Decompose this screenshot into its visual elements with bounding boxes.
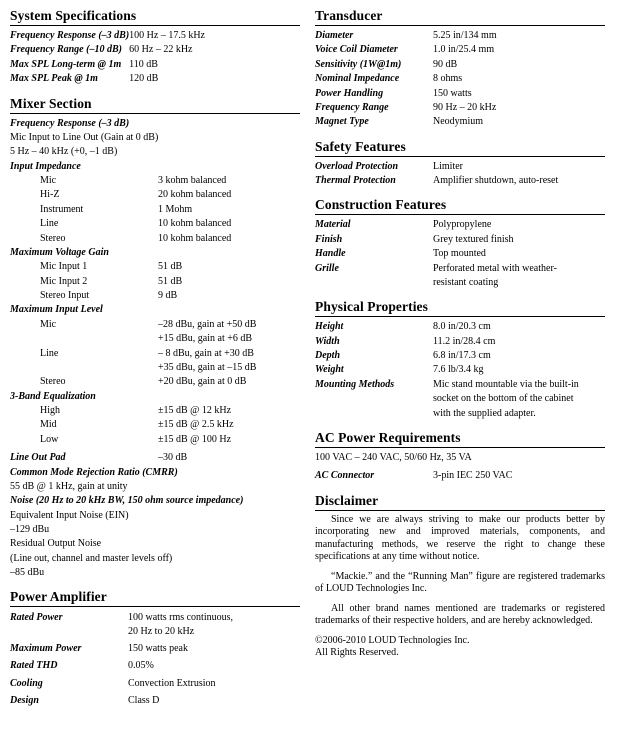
- spec-label: Mounting Methods: [315, 378, 395, 390]
- table-row: [10, 656, 300, 673]
- spec-value: 1.0 in/25.4 mm: [433, 44, 495, 56]
- spec-value: 1 Mohm: [158, 203, 193, 215]
- spec-value: 60 Hz – 22 kHz: [129, 44, 193, 56]
- noise-ein-value: –129 dBu: [10, 524, 50, 535]
- disclaimer-paragraph-1: Since we are always striving to make our products better by incorporating new and improved materials, components, and manufacturing methods, we reserve the right to change these specifications at any time without notice.: [315, 513, 605, 563]
- noise-residual-label: Residual Output Noise: [10, 538, 102, 550]
- table-row: [315, 378, 605, 392]
- spec-label: Instrument: [40, 203, 84, 215]
- spec-value: 10 kohm balanced: [158, 218, 232, 230]
- table-row: [10, 625, 300, 639]
- ac-voltage-line: 100 VAC – 240 VAC, 50/60 Hz, 35 VA: [315, 451, 472, 463]
- noise-residual-note: (Line out, channel and master levels off): [10, 552, 173, 564]
- spec-label: Weight: [315, 364, 344, 376]
- section-physical-properties: [315, 299, 605, 421]
- section-transducer: [315, 8, 605, 130]
- spec-value: 100 watts rms continuous,: [128, 611, 233, 623]
- table-row: [315, 320, 605, 334]
- spec-value: –30 dB: [158, 452, 188, 464]
- table-row: [10, 691, 300, 708]
- table-row: [10, 390, 300, 404]
- section-disclaimer: [315, 493, 605, 660]
- spec-value: resistant coating: [433, 276, 499, 288]
- spec-label: Frequency Response (–3 dB): [10, 30, 130, 42]
- disclaimer-paragraph-2: “Mackie.” and the “Running Man” figure are registered trademarks of LOUD Technologies Inc.: [315, 570, 605, 595]
- table-row: [315, 29, 605, 43]
- section-title-power-amplifier: Power Amplifier: [10, 589, 300, 607]
- spec-label-spacer: [315, 407, 433, 421]
- spec-label: Mic: [40, 175, 57, 187]
- spec-value: 0.05%: [128, 660, 154, 672]
- table-row: [315, 101, 605, 115]
- table-row: [315, 43, 605, 57]
- system-specifications-table: [10, 29, 300, 87]
- table-row: [315, 392, 605, 406]
- spec-value: 150 watts peak: [128, 643, 188, 655]
- group-heading-noise: Noise (20 Hz to 20 kHz BW, 150 ohm source impedance): [10, 495, 244, 507]
- spec-label: Height: [315, 321, 344, 333]
- spec-label: Low: [40, 433, 59, 445]
- spec-label: Cooling: [10, 677, 43, 689]
- spec-label: Depth: [315, 350, 340, 362]
- spec-value: 6.8 in/17.3 cm: [433, 350, 491, 362]
- mixer-table: [10, 117, 300, 581]
- group-heading-max-input-level: Maximum Input Level: [10, 304, 103, 316]
- section-construction-features: [315, 197, 605, 290]
- table-row: [10, 131, 300, 145]
- spec-value: 20 Hz to 20 kHz: [128, 625, 195, 637]
- spec-value: 90 dB: [433, 58, 458, 70]
- table-row: [10, 375, 300, 389]
- spec-value: with the supplied adapter.: [433, 407, 536, 419]
- spec-label: Mic Input 1: [40, 261, 88, 273]
- spec-label-spacer: [10, 625, 128, 639]
- table-row: [10, 160, 300, 174]
- spec-label: Diameter: [315, 30, 354, 42]
- table-row: [315, 349, 605, 363]
- section-title-ac-power-requirements: AC Power Requirements: [315, 430, 605, 448]
- spec-value: – 8 dBu, gain at +30 dB: [158, 347, 254, 359]
- spec-label: Stereo: [40, 232, 66, 244]
- table-row: [10, 433, 300, 447]
- table-row: [10, 418, 300, 432]
- table-row: [315, 335, 605, 349]
- spec-label: Power Handling: [315, 87, 384, 99]
- group-heading-input-impedance: Input Impedance: [10, 160, 81, 172]
- table-row: [315, 407, 605, 421]
- spec-label-spacer: [315, 392, 433, 406]
- spec-value: 5.25 in/134 mm: [433, 30, 497, 42]
- table-row: [10, 145, 300, 159]
- disclaimer-body: [315, 514, 605, 660]
- spec-label: Finish: [315, 233, 343, 245]
- spec-value: Limiter: [433, 160, 463, 172]
- table-row: [10, 639, 300, 656]
- spec-label: High: [40, 405, 60, 417]
- section-title-transducer: Transducer: [315, 8, 605, 26]
- table-row: [315, 58, 605, 72]
- spec-label: Stereo Input: [40, 290, 90, 302]
- spec-label: Material: [315, 219, 351, 231]
- table-row: [315, 465, 605, 483]
- table-row: [10, 465, 300, 479]
- spec-value: 51 dB: [158, 261, 183, 273]
- table-row: [315, 276, 605, 290]
- table-row: [10, 188, 300, 202]
- spec-value: 8 ohms: [433, 73, 463, 85]
- section-title-safety-features: Safety Features: [315, 139, 605, 157]
- spec-label: Hi-Z: [40, 189, 60, 201]
- table-row: [315, 451, 605, 465]
- section-title-system-specifications: System Specifications: [10, 8, 300, 26]
- spec-label: Frequency Range: [315, 101, 389, 113]
- table-row: [10, 246, 300, 260]
- table-row: [10, 332, 300, 346]
- group-heading-equalization: 3-Band Equalization: [10, 390, 96, 402]
- spec-label-spacer: [315, 276, 433, 290]
- freq-response-line-1: Mic Input to Line Out (Gain at 0 dB): [10, 131, 159, 143]
- safety-features-table: [315, 160, 605, 189]
- spec-value: Perforated metal with weather-: [433, 262, 557, 274]
- spec-value: Polypropylene: [433, 219, 492, 231]
- group-heading-frequency-response: Frequency Response (–3 dB): [10, 117, 130, 129]
- table-row: [10, 494, 300, 508]
- spec-value: 7.6 lb/3.4 kg: [433, 364, 484, 376]
- spec-value: Amplifier shutdown, auto-reset: [433, 175, 559, 187]
- transducer-table: [315, 29, 605, 130]
- spec-value: 90 Hz – 20 kHz: [433, 101, 497, 113]
- section-safety-features: [315, 139, 605, 189]
- spec-value: +15 dBu, gain at +6 dB: [158, 333, 253, 345]
- section-title-mixer: Mixer Section: [10, 96, 300, 114]
- section-title-physical-properties: Physical Properties: [315, 299, 605, 317]
- spec-label: Line Out Pad: [10, 452, 66, 464]
- section-power-amplifier: [10, 589, 300, 708]
- spec-value: –28 dBu, gain at +50 dB: [158, 318, 257, 330]
- spec-value: 110 dB: [129, 58, 158, 70]
- table-row: [10, 361, 300, 375]
- spec-label: Width: [315, 335, 340, 347]
- section-title-construction-features: Construction Features: [315, 197, 605, 215]
- spec-label: Line: [40, 347, 59, 359]
- noise-ein-label: Equivalent Input Noise (EIN): [10, 509, 129, 521]
- spec-value: 120 dB: [129, 73, 159, 85]
- spec-label: Nominal Impedance: [315, 73, 400, 85]
- table-row: [10, 674, 300, 691]
- spec-label: Stereo: [40, 376, 66, 388]
- freq-response-line-2: 5 Hz – 40 kHz (+0, –1 dB): [10, 146, 118, 158]
- table-row: [10, 318, 300, 332]
- right-column: [315, 8, 605, 669]
- ac-power-table: [315, 451, 605, 484]
- spec-label-spacer: [10, 332, 158, 346]
- rights-line: All Rights Reserved.: [315, 647, 399, 659]
- table-row: [10, 232, 300, 246]
- table-row: [315, 87, 605, 101]
- spec-value: ±15 dB @ 12 kHz: [158, 405, 232, 417]
- spec-label: Line: [40, 218, 59, 230]
- spec-label: Mic: [40, 318, 57, 330]
- construction-features-table: [315, 218, 605, 290]
- section-ac-power-requirements: [315, 430, 605, 484]
- copyright-line: ©2006-2010 LOUD Technologies Inc.: [315, 634, 470, 646]
- noise-residual-value: –85 dBu: [10, 567, 45, 579]
- table-row: [315, 218, 605, 232]
- section-title-disclaimer: Disclaimer: [315, 493, 605, 511]
- spec-value: ±15 dB @ 2.5 kHz: [158, 419, 234, 431]
- spec-value: Convection Extrusion: [128, 677, 216, 689]
- spec-value: 3 kohm balanced: [158, 175, 227, 187]
- spec-value: 100 Hz – 17.5 kHz: [129, 30, 205, 42]
- table-row: [10, 552, 300, 566]
- spec-value: 8.0 in/20.3 cm: [433, 321, 491, 333]
- table-row: [10, 480, 300, 494]
- spec-label: Mic Input 2: [40, 275, 88, 287]
- table-row: [10, 58, 300, 72]
- group-heading-cmrr: Common Mode Rejection Ratio (CMRR): [10, 466, 178, 478]
- table-row: [10, 509, 300, 523]
- spec-label: Handle: [315, 248, 346, 260]
- spec-value: Top mounted: [433, 248, 486, 260]
- table-row: [10, 289, 300, 303]
- table-row: [10, 275, 300, 289]
- power-amplifier-table: [10, 610, 300, 708]
- spec-value: ±15 dB @ 100 Hz: [158, 433, 232, 445]
- spec-label-spacer: [10, 361, 158, 375]
- spec-label: Frequency Range (–10 dB): [10, 44, 122, 56]
- table-row: [315, 160, 605, 174]
- table-row: [315, 72, 605, 86]
- spec-label: AC Connector: [315, 470, 375, 482]
- table-row: [315, 115, 605, 129]
- spec-label: Magnet Type: [315, 116, 369, 128]
- left-column: [10, 8, 300, 717]
- section-system-specifications: [10, 8, 300, 87]
- spec-label: Thermal Protection: [315, 175, 396, 187]
- table-row: [10, 203, 300, 217]
- table-row: [10, 610, 300, 624]
- table-row: [10, 217, 300, 231]
- section-mixer: [10, 96, 300, 581]
- spec-label: Grille: [315, 262, 339, 274]
- group-heading-max-voltage-gain: Maximum Voltage Gain: [10, 246, 109, 258]
- spec-label: Mid: [40, 419, 57, 431]
- spec-value: socket on the bottom of the cabinet: [433, 393, 574, 405]
- spec-value: 20 kohm balanced: [158, 189, 232, 201]
- spec-label: Rated THD: [10, 660, 58, 672]
- table-row: [315, 174, 605, 188]
- spec-label: Voice Coil Diameter: [315, 44, 398, 56]
- spec-label: Overload Protection: [315, 160, 399, 172]
- spec-value: +35 dBu, gain at –15 dB: [158, 361, 257, 373]
- table-row: [315, 247, 605, 261]
- table-row: [315, 233, 605, 247]
- spec-value: Neodymium: [433, 116, 483, 128]
- spec-value: 10 kohm balanced: [158, 232, 232, 244]
- spec-value: 3-pin IEC 250 VAC: [433, 470, 513, 482]
- table-row: [10, 404, 300, 418]
- spec-value: Mic stand mountable via the built-in: [433, 378, 579, 390]
- table-row: [10, 117, 300, 131]
- spec-label: Design: [10, 695, 39, 706]
- spec-value: 9 dB: [158, 290, 178, 302]
- spec-label: Maximum Power: [10, 643, 82, 655]
- table-row: [10, 566, 300, 580]
- table-row: [10, 447, 300, 465]
- table-row: [10, 537, 300, 551]
- spec-label: Max SPL Long-term @ 1m: [10, 58, 122, 70]
- table-row: [10, 523, 300, 537]
- physical-properties-table: [315, 320, 605, 421]
- table-row: [10, 260, 300, 274]
- cmrr-value: 55 dB @ 1 kHz, gain at unity: [10, 480, 128, 492]
- spec-value: Grey textured finish: [433, 233, 514, 245]
- spec-label: Sensitivity (1W@1m): [315, 58, 402, 70]
- spec-label: Max SPL Peak @ 1m: [10, 73, 98, 85]
- table-row: [10, 303, 300, 317]
- table-row: [10, 29, 300, 43]
- table-row: [10, 43, 300, 57]
- spec-label: Rated Power: [10, 611, 63, 623]
- spec-value: 11.2 in/28.4 cm: [433, 335, 496, 347]
- table-row: [315, 262, 605, 276]
- disclaimer-paragraph-3: All other brand names mentioned are trademarks or registered trademarks of their respective holders, and are hereby acknowledged.: [315, 602, 605, 627]
- spec-value: 150 watts: [433, 87, 472, 99]
- table-row: [10, 174, 300, 188]
- spec-value: +20 dBu, gain at 0 dB: [158, 376, 247, 388]
- spec-value: Class D: [128, 695, 160, 706]
- table-row: [315, 363, 605, 377]
- table-row: [10, 72, 300, 86]
- spec-value: 51 dB: [158, 275, 183, 287]
- table-row: [10, 347, 300, 361]
